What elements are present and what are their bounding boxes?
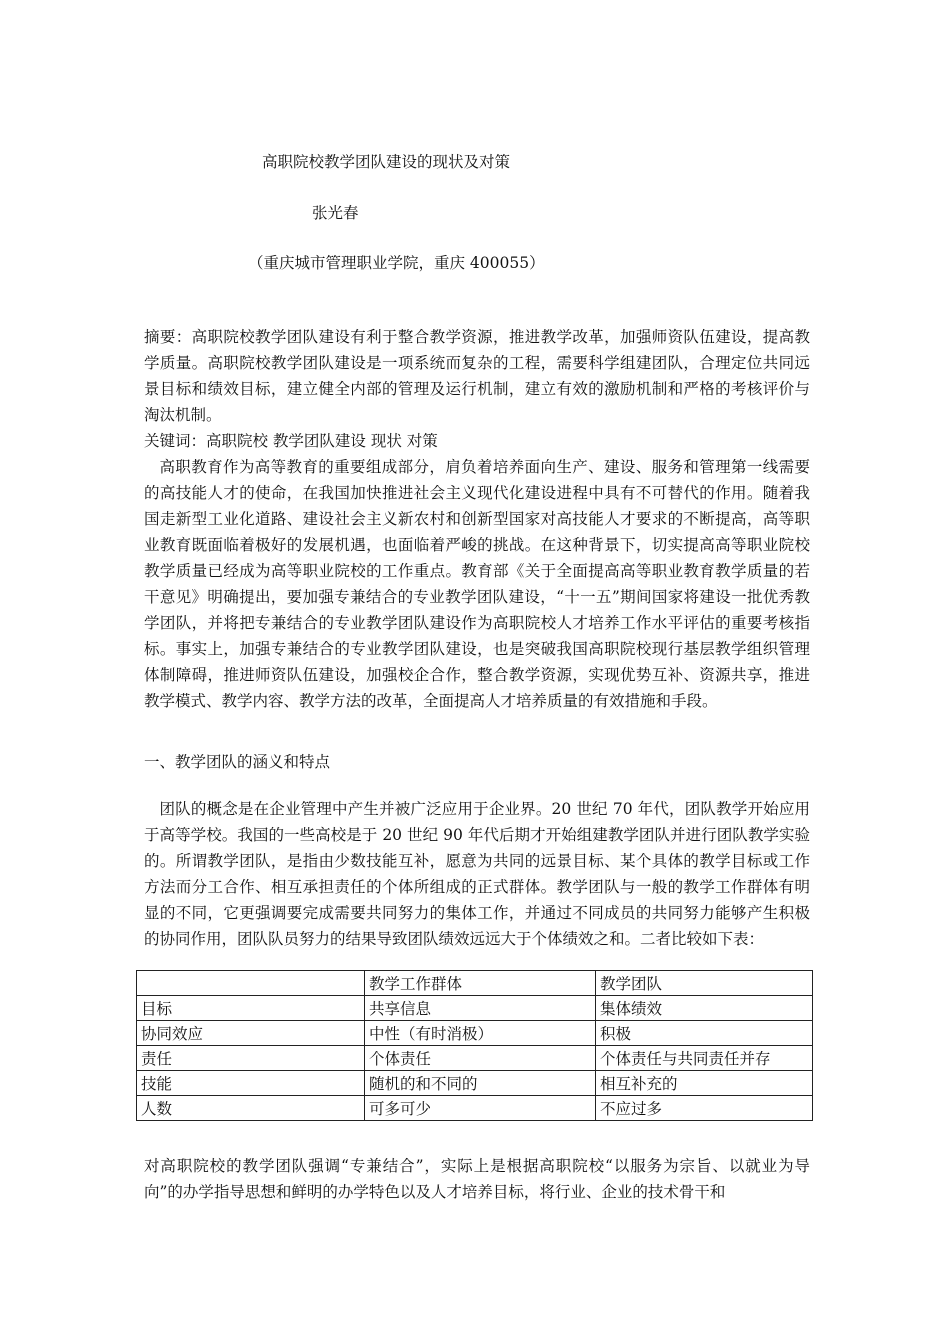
table-row bbox=[137, 1071, 813, 1096]
table-header-row bbox=[137, 971, 813, 996]
table-cell: 协同效应 bbox=[137, 1021, 365, 1046]
table-cell: 教学团队 bbox=[596, 971, 813, 996]
table-cell: 责任 bbox=[137, 1046, 365, 1071]
table-cell: 个体责任 bbox=[365, 1046, 596, 1071]
closing-paragraph: 对高职院校的教学团队强调“专兼结合”，实际上是根据高职院校“以服务为宗旨、以就业为导向”的办学指导思想和鲜明的办学特色以及人才培养目标，将行业、企业的技术骨干和 bbox=[144, 1157, 810, 1201]
table-cell: 技能 bbox=[137, 1071, 365, 1096]
table-cell: 不应过多 bbox=[596, 1096, 813, 1121]
table-row bbox=[137, 1096, 813, 1121]
table-cell: 人数 bbox=[137, 1096, 365, 1121]
section-1-heading: 一、教学团队的涵义和特点 bbox=[144, 753, 331, 771]
table-row bbox=[137, 1021, 813, 1046]
table-cell: 集体绩效 bbox=[596, 996, 813, 1021]
keywords-line: 关键词：高职院校 教学团队建设 现状 对策 bbox=[144, 432, 438, 450]
table-cell: 可多可少 bbox=[365, 1096, 596, 1121]
section-1-paragraph: 团队的概念是在企业管理中产生并被广泛应用于企业界。20 世纪 70 年代，团队教学开始应用于高等学校。我国的一些高校是于 20 世纪 90 年代后期才开始组建教学团队并进行团队教学实验的。所谓教学团队，是指由少数技能互补，愿意为共同的远景目标、某个具体的教学目标或工作方法而分工合作、相互承担责任的个体所组成的正式群体。教学团队与一般的教学工作群体有明显的不同，它更强调要完成需要共同努力的集体工作，并通过不同成员的共同努力能够产生积极的协同作用，团队队员努力的结果导致团队绩效远远大于个体绩效之和。二者比较如下表： bbox=[144, 800, 810, 948]
table-cell: 教学工作群体 bbox=[365, 971, 596, 996]
comparison-table bbox=[136, 970, 813, 1121]
paper-title: 高职院校教学团队建设的现状及对策 bbox=[262, 153, 511, 171]
table-cell: 积极 bbox=[596, 1021, 813, 1046]
table-cell: 中性（有时消极） bbox=[365, 1021, 596, 1046]
table-cell bbox=[137, 971, 365, 996]
table-cell: 相互补充的 bbox=[596, 1071, 813, 1096]
intro-paragraph: 高职教育作为高等教育的重要组成部分，肩负着培养面向生产、建设、服务和管理第一线需要的高技能人才的使命，在我国加快推进社会主义现代化建设进程中具有不可替代的作用。随着我国走新型工业化道路、建设社会主义新农村和创新型国家对高技能人才要求的不断提高，高等职业教育既面临着极好的发展机遇，也面临着严峻的挑战。在这种背景下，切实提高高等职业院校教学质量已经成为高等职业院校的工作重点。教育部《关于全面提高高等职业教育教学质量的若干意见》明确提出，要加强专兼结合的专业教学团队建设，“十一五”期间国家将建设一批优秀教学团队，并将把专兼结合的专业教学团队建设作为高职院校人才培养工作水平评估的重要考核指标。事实上，加强专兼结合的专业教学团队建设，也是突破我国高职院校现行基层教学组织管理体制障碍，推进师资队伍建设，加强校企合作，整合教学资源，实现优势互补、资源共享，推进教学模式、教学内容、教学方法的改革，全面提高人才培养质量的有效措施和手段。 bbox=[144, 458, 810, 710]
table-cell: 个体责任与共同责任并存 bbox=[596, 1046, 813, 1071]
abstract-paragraph: 摘要：高职院校教学团队建设有利于整合教学资源，推进教学改革，加强师资队伍建设，提高教学质量。高职院校教学团队建设是一项系统而复杂的工程，需要科学组建团队，合理定位共同远景目标和绩效目标，建立健全内部的管理及运行机制，建立有效的激励机制和严格的考核评价与淘汰机制。 bbox=[144, 328, 810, 424]
table-row bbox=[137, 996, 813, 1021]
author-name: 张光春 bbox=[312, 204, 359, 222]
table-cell: 共享信息 bbox=[365, 996, 596, 1021]
author-affiliation: （重庆城市管理职业学院，重庆 400055） bbox=[248, 254, 545, 272]
table-row bbox=[137, 1046, 813, 1071]
table-cell: 随机的和不同的 bbox=[365, 1071, 596, 1096]
table-cell: 目标 bbox=[137, 996, 365, 1021]
